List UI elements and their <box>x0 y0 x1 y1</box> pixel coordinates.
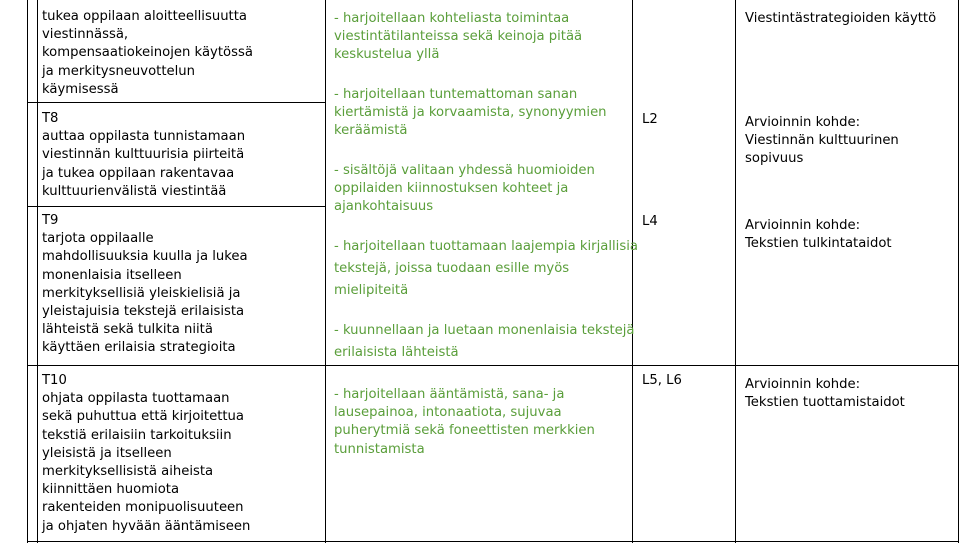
assessment-line: sopivuus <box>745 151 804 167</box>
goal-line: yleisistä ja itselleen <box>42 445 172 461</box>
content-block-2 <box>334 86 607 141</box>
goal-line: auttaa oppilasta tunnistamaan <box>42 129 246 145</box>
goal-line: käymisessä <box>42 81 119 97</box>
content-line: ajankohtaisuus <box>334 199 434 215</box>
table-border-bottom <box>27 541 959 542</box>
content-line: tekstejä, joissa tuodaan esille myös <box>334 261 570 276</box>
goal-cell-t9 <box>42 212 248 358</box>
assessment-line: Tekstien tuottamistaidot <box>745 395 905 411</box>
content-line: - sisältöjä valitaan yhdessä huomioiden <box>334 163 595 178</box>
content-cell-top <box>334 10 582 65</box>
content-cell-bottom <box>334 386 595 459</box>
content-line: - harjoitellaan tuntemattoman sanan <box>334 87 578 102</box>
content-line: oppilaiden kiinnostuksen kohteet ja <box>334 181 569 197</box>
area-label-l2: L2 <box>642 112 658 127</box>
goal-line: T9 <box>42 213 59 228</box>
content-line: viestintätilanteissa sekä keinoja pitää <box>334 29 583 45</box>
goal-line: tekstiä erilaisiin tarkoituksiin <box>42 427 232 443</box>
content-line: - kuunnellaan ja luetaan monenlaisia tekstejä <box>334 323 635 338</box>
table-row-border-3 <box>27 365 959 366</box>
assessment-line: Arvioinnin kohde: <box>745 115 861 130</box>
goal-line: ohjata oppilasta tuottamaan <box>42 391 230 407</box>
content-line: keräämistä <box>334 123 408 139</box>
assessment-line: Arvioinnin kohde: <box>745 218 861 233</box>
goal-line: kiinnittäen huomiota <box>42 482 180 498</box>
goal-line: kompensaatiokeinojen käytössä <box>42 45 253 61</box>
goal-line: mahdollisuuksia kuulla ja lukea <box>42 249 248 265</box>
content-line: tunnistamista <box>334 441 425 457</box>
assessment-t10 <box>745 376 905 412</box>
goal-line: tukea oppilaan aloitteellisuutta <box>42 9 247 24</box>
goal-line: T10 <box>42 373 67 388</box>
goal-line: ja tukea oppilaan rakentavaa <box>42 165 235 181</box>
content-line: erilaisista lähteistä <box>334 345 459 360</box>
assessment-line: Tekstien tulkintataidot <box>745 236 892 252</box>
area-label-l4: L4 <box>642 214 658 229</box>
content-block-3 <box>334 162 595 217</box>
table-row-border-1 <box>27 102 325 103</box>
goal-line: yleistajuisia tekstejä erilaisista <box>42 304 245 320</box>
content-line: kiertämistä ja korvaamista, synonyymien <box>334 105 607 121</box>
header-right: Viestintästrategioiden käyttö <box>745 11 937 26</box>
assessment-t9 <box>745 217 892 253</box>
goal-line: monenlaisia itselleen <box>42 267 182 283</box>
assessment-line: Arvioinnin kohde: <box>745 377 861 392</box>
table-border-left <box>27 0 28 543</box>
goal-line: kulttuurienvälistä viestintää <box>42 183 227 199</box>
goal-line: sekä puhuttua että kirjoitettua <box>42 409 244 425</box>
content-line: puherytmiä sekä foneettisten merkkien <box>334 423 595 439</box>
table-border-col4 <box>735 0 736 543</box>
area-label-l5-l6: L5, L6 <box>642 373 682 388</box>
goal-line: käyttäen erilaisia strategioita <box>42 340 236 356</box>
goal-cell-t10 <box>42 372 250 536</box>
content-line: - harjoitellaan ääntämistä, sana- ja <box>334 387 565 402</box>
table-border-right <box>958 0 959 543</box>
table-border-col2 <box>325 0 326 543</box>
goal-line: viestinnän kulttuurisia piirteitä <box>42 147 245 163</box>
goal-line: tarjota oppilaalle <box>42 231 154 247</box>
assessment-t8 <box>745 114 899 169</box>
content-block-4 <box>334 236 638 302</box>
goal-line: ja ohjaten hyvään ääntämiseen <box>42 518 251 534</box>
content-line: mielipiteitä <box>334 283 409 298</box>
assessment-line: Viestinnän kulttuurinen <box>745 133 899 149</box>
goal-line: merkityksellisistä aiheista <box>42 464 214 480</box>
content-block-5 <box>334 320 635 364</box>
content-line: lausepainoa, intonaatiota, sujuvaa <box>334 405 562 421</box>
table-border-col1 <box>37 0 38 543</box>
content-line: keskustelua yllä <box>334 47 440 63</box>
goal-line: merkityksellisiä yleiskielisiä ja <box>42 285 241 301</box>
goal-line: viestinnässä, <box>42 27 129 43</box>
content-line: - harjoitellaan tuottamaan laajempia kirjallisia <box>334 239 638 254</box>
goal-line: rakenteiden monipuolisuuteen <box>42 500 244 516</box>
goal-cell-t8 <box>42 110 245 201</box>
content-line: - harjoitellaan kohteliasta toimintaa <box>334 11 570 26</box>
table-row-border-2 <box>27 206 325 207</box>
goal-cell-row1 <box>42 8 253 99</box>
goal-line: T8 <box>42 111 59 126</box>
goal-line: lähteistä sekä tulkita niitä <box>42 322 213 338</box>
goal-line: ja merkitysneuvottelun <box>42 63 196 79</box>
